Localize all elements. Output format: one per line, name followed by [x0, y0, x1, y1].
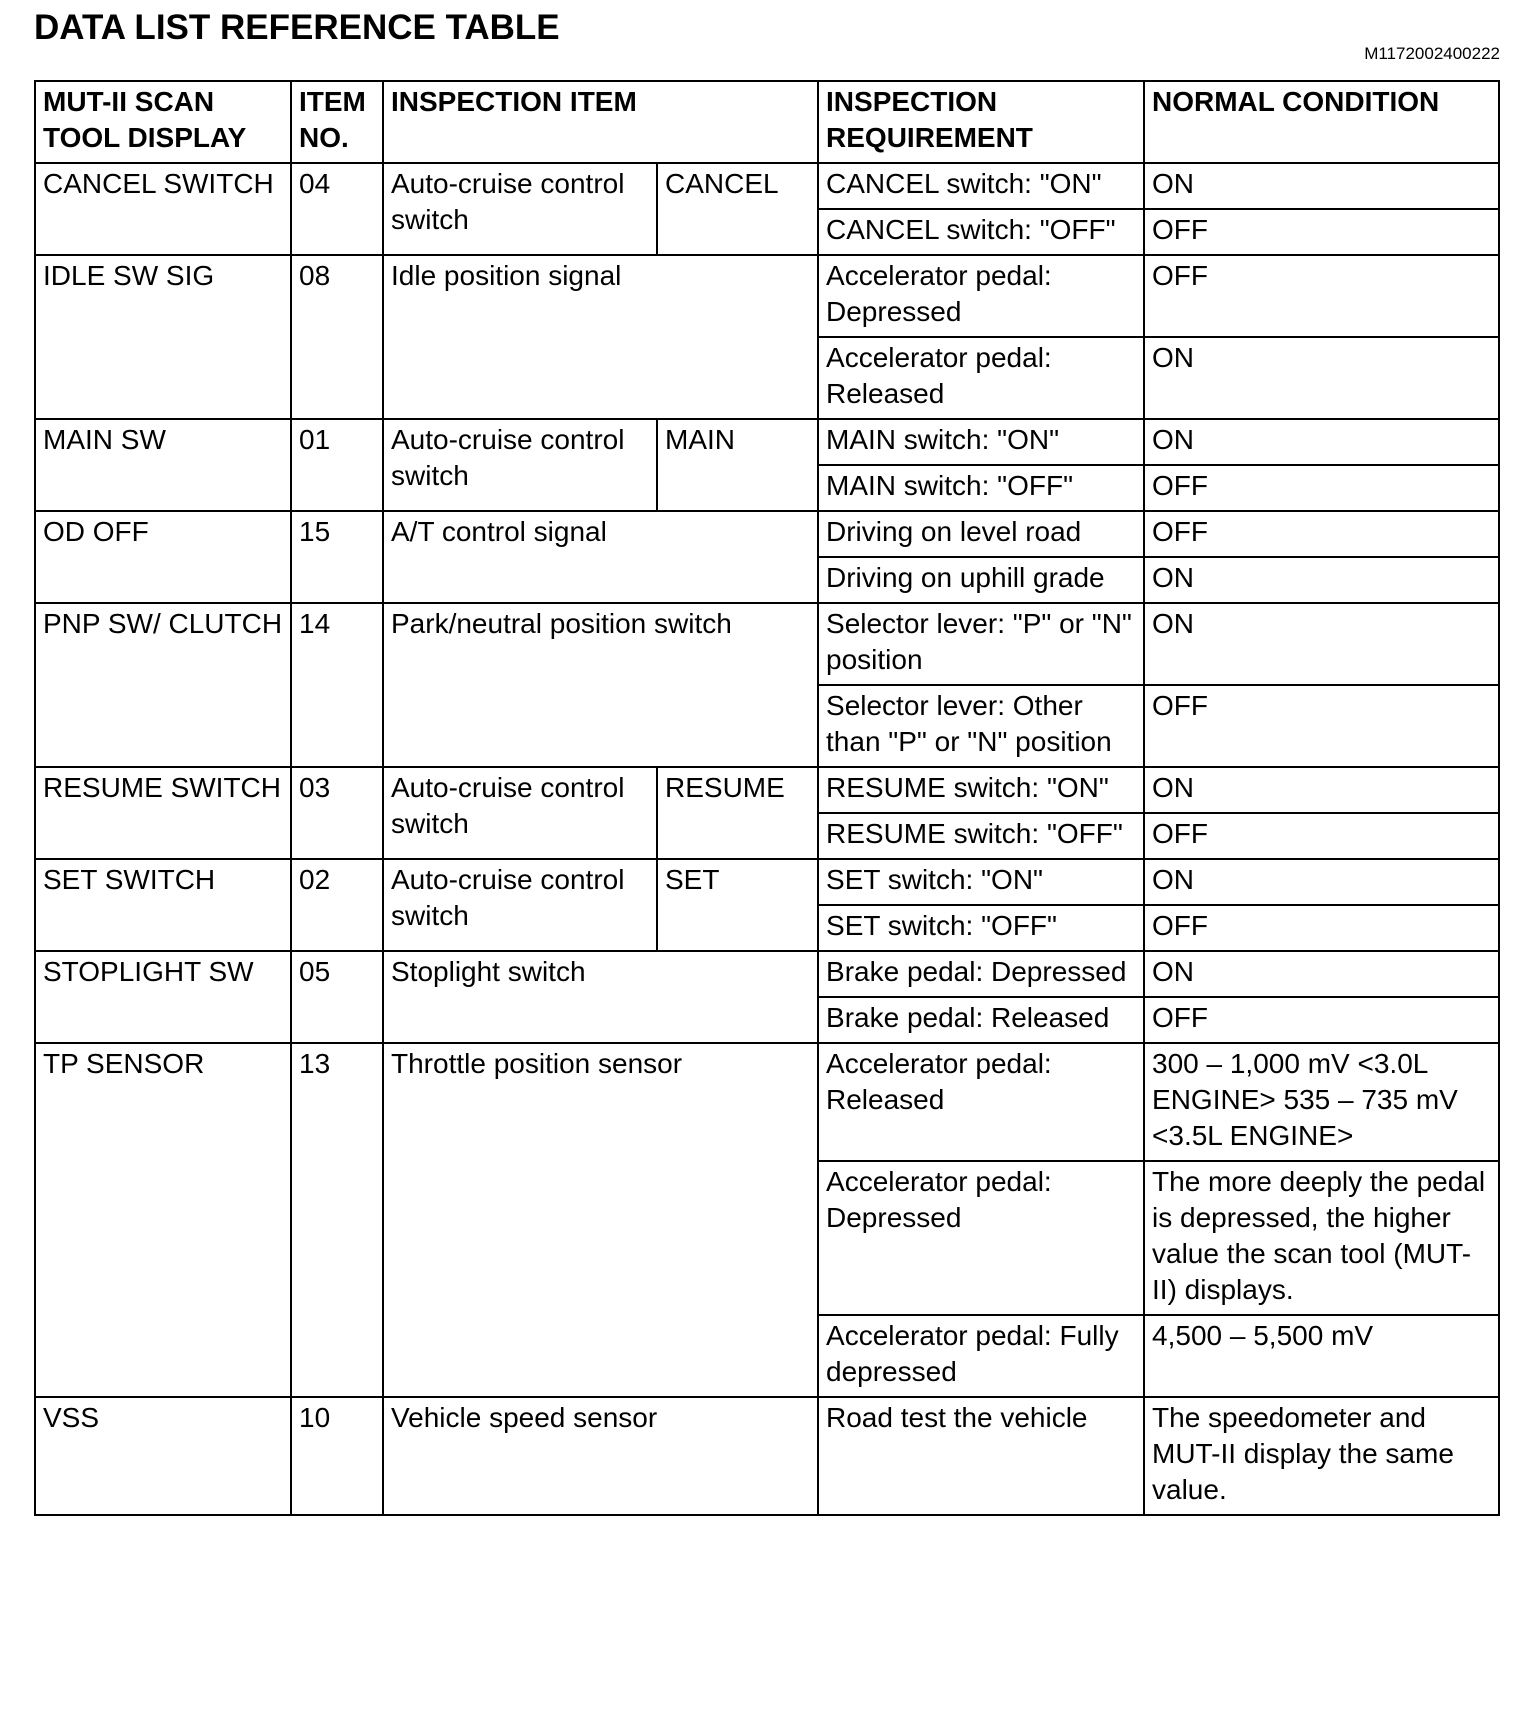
cell-requirement: Driving on uphill grade — [818, 557, 1144, 603]
cell-requirement: Road test the vehicle — [818, 1397, 1144, 1515]
cell-inspection-item: A/T control signal — [383, 511, 818, 603]
cell-requirement: RESUME switch: "ON" — [818, 767, 1144, 813]
cell-inspection-item: Vehicle speed sensor — [383, 1397, 818, 1515]
cell-display: MAIN SW — [35, 419, 291, 511]
cell-display: IDLE SW SIG — [35, 255, 291, 419]
table-row — [35, 163, 1499, 209]
page-title: DATA LIST REFERENCE TABLE — [34, 8, 560, 47]
cell-inspection-item: Auto-cruise control switch — [383, 767, 657, 859]
data-list-table — [34, 80, 1500, 1516]
cell-normal-condition: ON — [1144, 859, 1499, 905]
table-row — [35, 511, 1499, 557]
table-row — [35, 603, 1499, 685]
table-row — [35, 951, 1499, 997]
cell-inspection-subitem: SET — [657, 859, 818, 951]
cell-inspection-item: Stoplight switch — [383, 951, 818, 1043]
cell-requirement: RESUME switch: "OFF" — [818, 813, 1144, 859]
cell-normal-condition: OFF — [1144, 209, 1499, 255]
cell-item-no: 04 — [291, 163, 383, 255]
cell-normal-condition: OFF — [1144, 685, 1499, 767]
cell-inspection-subitem: MAIN — [657, 419, 818, 511]
cell-normal-condition: ON — [1144, 951, 1499, 997]
cell-item-no: 08 — [291, 255, 383, 419]
cell-normal-condition: OFF — [1144, 813, 1499, 859]
cell-normal-condition: ON — [1144, 163, 1499, 209]
cell-display: CANCEL SWITCH — [35, 163, 291, 255]
cell-item-no: 02 — [291, 859, 383, 951]
table-row — [35, 255, 1499, 337]
cell-requirement: Driving on level road — [818, 511, 1144, 557]
cell-item-no: 05 — [291, 951, 383, 1043]
cell-inspection-item: Auto-cruise control switch — [383, 859, 657, 951]
cell-item-no: 14 — [291, 603, 383, 767]
table-row — [35, 1397, 1499, 1515]
cell-display: OD OFF — [35, 511, 291, 603]
cell-requirement: Selector lever: Other than "P" or "N" position — [818, 685, 1144, 767]
cell-inspection-item: Park/neutral position switch — [383, 603, 818, 767]
cell-requirement: MAIN switch: "ON" — [818, 419, 1144, 465]
cell-inspection-subitem: RESUME — [657, 767, 818, 859]
cell-display: RESUME SWITCH — [35, 767, 291, 859]
cell-requirement: CANCEL switch: "ON" — [818, 163, 1144, 209]
table-row — [35, 859, 1499, 905]
cell-display: STOPLIGHT SW — [35, 951, 291, 1043]
cell-item-no: 10 — [291, 1397, 383, 1515]
cell-item-no: 15 — [291, 511, 383, 603]
cell-normal-condition: OFF — [1144, 255, 1499, 337]
cell-requirement: Accelerator pedal: Depressed — [818, 1161, 1144, 1315]
header-normal-condition: NORMAL CONDITION — [1144, 81, 1499, 163]
cell-requirement: Accelerator pedal: Released — [818, 337, 1144, 419]
cell-normal-condition: OFF — [1144, 905, 1499, 951]
cell-normal-condition: The more deeply the pedal is depressed, the higher value the scan tool (MUT-II) displays. — [1144, 1161, 1499, 1315]
table-row — [35, 1043, 1499, 1161]
cell-inspection-subitem: CANCEL — [657, 163, 818, 255]
cell-requirement: Selector lever: "P" or "N" position — [818, 603, 1144, 685]
cell-display: PNP SW/ CLUTCH — [35, 603, 291, 767]
header-requirement: INSPECTION REQUIREMENT — [818, 81, 1144, 163]
cell-inspection-item: Auto-cruise control switch — [383, 419, 657, 511]
cell-normal-condition: ON — [1144, 767, 1499, 813]
header-row — [35, 81, 1499, 163]
cell-requirement: SET switch: "ON" — [818, 859, 1144, 905]
cell-normal-condition: OFF — [1144, 997, 1499, 1043]
cell-display: SET SWITCH — [35, 859, 291, 951]
table-row — [35, 767, 1499, 813]
cell-normal-condition: OFF — [1144, 465, 1499, 511]
cell-requirement: MAIN switch: "OFF" — [818, 465, 1144, 511]
cell-requirement: Accelerator pedal: Released — [818, 1043, 1144, 1161]
cell-item-no: 03 — [291, 767, 383, 859]
document-id: M1172002400222 — [1364, 44, 1500, 63]
cell-inspection-item: Idle position signal — [383, 255, 818, 419]
cell-normal-condition: ON — [1144, 337, 1499, 419]
cell-inspection-item: Auto-cruise control switch — [383, 163, 657, 255]
cell-normal-condition: ON — [1144, 557, 1499, 603]
cell-normal-condition: ON — [1144, 603, 1499, 685]
cell-requirement: Brake pedal: Depressed — [818, 951, 1144, 997]
header-inspection-item: INSPECTION ITEM — [383, 81, 818, 163]
cell-item-no: 01 — [291, 419, 383, 511]
table-body — [35, 163, 1499, 1515]
cell-requirement: Accelerator pedal: Fully depressed — [818, 1315, 1144, 1397]
cell-normal-condition: 4,500 – 5,500 mV — [1144, 1315, 1499, 1397]
cell-normal-condition: OFF — [1144, 511, 1499, 557]
cell-requirement: Brake pedal: Released — [818, 997, 1144, 1043]
cell-requirement: CANCEL switch: "OFF" — [818, 209, 1144, 255]
header-display: MUT-II SCAN TOOL DISPLAY — [35, 81, 291, 163]
cell-item-no: 13 — [291, 1043, 383, 1397]
cell-inspection-item: Throttle position sensor — [383, 1043, 818, 1397]
cell-requirement: SET switch: "OFF" — [818, 905, 1144, 951]
table-row — [35, 419, 1499, 465]
cell-display: VSS — [35, 1397, 291, 1515]
cell-normal-condition: 300 – 1,000 mV <3.0L ENGINE> 535 – 735 mV <3.5L ENGINE> — [1144, 1043, 1499, 1161]
cell-normal-condition: The speedometer and MUT-II display the same value. — [1144, 1397, 1499, 1515]
cell-display: TP SENSOR — [35, 1043, 291, 1397]
cell-normal-condition: ON — [1144, 419, 1499, 465]
header-item-no: ITEM NO. — [291, 81, 383, 163]
cell-requirement: Accelerator pedal: Depressed — [818, 255, 1144, 337]
